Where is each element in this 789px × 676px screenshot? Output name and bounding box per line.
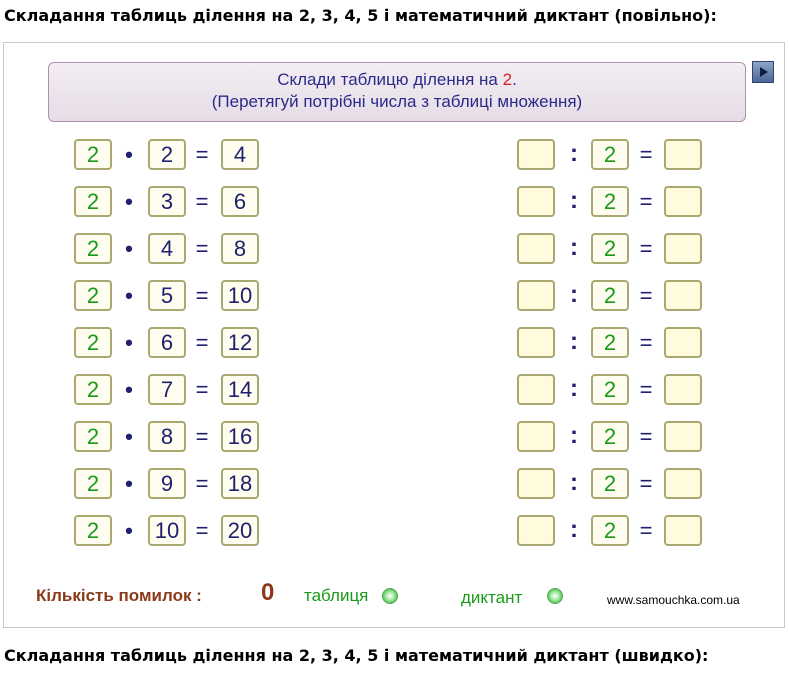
multiply-sign: • bbox=[125, 142, 133, 167]
equals-sign: = bbox=[195, 518, 209, 543]
divisor-box: 2 bbox=[591, 515, 629, 546]
equals-sign: = bbox=[195, 471, 209, 496]
divide-sign: : bbox=[570, 375, 578, 402]
instruction-prefix: Склади таблицю ділення на bbox=[277, 70, 503, 89]
multiply-sign: • bbox=[125, 377, 133, 402]
factor-box[interactable]: 2 bbox=[74, 327, 112, 358]
multiply-sign: • bbox=[125, 236, 133, 261]
equals-sign: = bbox=[195, 283, 209, 308]
product-box[interactable]: 10 bbox=[221, 280, 259, 311]
multiply-sign: • bbox=[125, 424, 133, 449]
divisor-box: 2 bbox=[591, 280, 629, 311]
factor-box[interactable]: 2 bbox=[74, 139, 112, 170]
quotient-drop-box[interactable] bbox=[664, 139, 702, 170]
factor-box[interactable]: 2 bbox=[74, 468, 112, 499]
divisor-box: 2 bbox=[591, 139, 629, 170]
dividend-drop-box[interactable] bbox=[517, 421, 555, 452]
equals-sign: = bbox=[639, 471, 653, 496]
divisor-box: 2 bbox=[591, 468, 629, 499]
equals-sign: = bbox=[639, 330, 653, 355]
equals-sign: = bbox=[639, 236, 653, 261]
exercise-panel bbox=[3, 42, 785, 628]
dividend-drop-box[interactable] bbox=[517, 280, 555, 311]
product-box[interactable]: 14 bbox=[221, 374, 259, 405]
errors-count: 0 bbox=[261, 579, 275, 606]
mode-dictation-label[interactable]: диктант bbox=[461, 588, 523, 607]
factor-box[interactable]: 6 bbox=[148, 327, 186, 358]
divisor-box: 2 bbox=[591, 233, 629, 264]
divisor-box: 2 bbox=[591, 327, 629, 358]
mode-table-label[interactable]: таблиця bbox=[304, 586, 369, 605]
product-box[interactable]: 16 bbox=[221, 421, 259, 452]
instruction-line-2: (Перетягуй потрібні числа з таблиці множення) bbox=[211, 92, 583, 111]
quotient-drop-box[interactable] bbox=[664, 374, 702, 405]
dividend-drop-box[interactable] bbox=[517, 374, 555, 405]
factor-box[interactable]: 10 bbox=[148, 515, 186, 546]
equals-sign: = bbox=[195, 142, 209, 167]
quotient-drop-box[interactable] bbox=[664, 186, 702, 217]
product-box[interactable]: 4 bbox=[221, 139, 259, 170]
divide-sign: : bbox=[570, 328, 578, 355]
divide-sign: : bbox=[570, 516, 578, 543]
divide-sign: : bbox=[570, 234, 578, 261]
quotient-drop-box[interactable] bbox=[664, 327, 702, 358]
play-icon[interactable] bbox=[752, 61, 774, 83]
instruction-banner bbox=[48, 62, 746, 122]
factor-box[interactable]: 4 bbox=[148, 233, 186, 264]
product-box[interactable]: 18 bbox=[221, 468, 259, 499]
divide-sign: : bbox=[570, 140, 578, 167]
instruction-line-1 bbox=[49, 69, 745, 91]
factor-box[interactable]: 8 bbox=[148, 421, 186, 452]
quotient-drop-box[interactable] bbox=[664, 421, 702, 452]
instruction-number: 2 bbox=[502, 70, 513, 89]
factor-box[interactable]: 2 bbox=[74, 374, 112, 405]
factor-box[interactable]: 7 bbox=[148, 374, 186, 405]
dividend-drop-box[interactable] bbox=[517, 327, 555, 358]
divide-sign: : bbox=[570, 469, 578, 496]
errors-label: Кількість помилок : bbox=[36, 586, 202, 605]
factor-box[interactable]: 2 bbox=[74, 515, 112, 546]
multiply-sign: • bbox=[125, 283, 133, 308]
divide-sign: : bbox=[570, 422, 578, 449]
divisor-box: 2 bbox=[591, 186, 629, 217]
dividend-drop-box[interactable] bbox=[517, 233, 555, 264]
quotient-drop-box[interactable] bbox=[664, 468, 702, 499]
product-box[interactable]: 6 bbox=[221, 186, 259, 217]
factor-box[interactable]: 5 bbox=[148, 280, 186, 311]
equals-sign: = bbox=[195, 330, 209, 355]
equals-sign: = bbox=[639, 142, 653, 167]
equals-sign: = bbox=[639, 518, 653, 543]
multiply-sign: • bbox=[125, 330, 133, 355]
product-box[interactable]: 12 bbox=[221, 327, 259, 358]
quotient-drop-box[interactable] bbox=[664, 515, 702, 546]
quotient-drop-box[interactable] bbox=[664, 233, 702, 264]
factor-box[interactable]: 3 bbox=[148, 186, 186, 217]
equals-sign: = bbox=[639, 189, 653, 214]
factor-box[interactable]: 2 bbox=[74, 233, 112, 264]
quotient-drop-box[interactable] bbox=[664, 280, 702, 311]
divisor-box: 2 bbox=[591, 374, 629, 405]
product-box[interactable]: 8 bbox=[221, 233, 259, 264]
divisor-box: 2 bbox=[591, 421, 629, 452]
divide-sign: : bbox=[570, 281, 578, 308]
page-heading-fast: Складання таблиць ділення на 2, 3, 4, 5 і математичний диктант (швидко): bbox=[4, 646, 709, 665]
equals-sign: = bbox=[195, 189, 209, 214]
factor-box[interactable]: 2 bbox=[74, 421, 112, 452]
mode-dictation-radio-icon[interactable] bbox=[547, 588, 563, 604]
factor-box[interactable]: 2 bbox=[74, 186, 112, 217]
page-heading-slow: Складання таблиць ділення на 2, 3, 4, 5 і математичний диктант (повільно): bbox=[4, 6, 717, 25]
equals-sign: = bbox=[639, 424, 653, 449]
factor-box[interactable]: 9 bbox=[148, 468, 186, 499]
dividend-drop-box[interactable] bbox=[517, 139, 555, 170]
factor-box[interactable]: 2 bbox=[148, 139, 186, 170]
dividend-drop-box[interactable] bbox=[517, 468, 555, 499]
site-url: www.samouchka.com.ua bbox=[607, 593, 740, 607]
dividend-drop-box[interactable] bbox=[517, 186, 555, 217]
equals-sign: = bbox=[195, 424, 209, 449]
divide-sign: : bbox=[570, 187, 578, 214]
dividend-drop-box[interactable] bbox=[517, 515, 555, 546]
multiply-sign: • bbox=[125, 189, 133, 214]
equals-sign: = bbox=[639, 283, 653, 308]
product-box[interactable]: 20 bbox=[221, 515, 259, 546]
equals-sign: = bbox=[195, 236, 209, 261]
factor-box[interactable]: 2 bbox=[74, 280, 112, 311]
equals-sign: = bbox=[639, 377, 653, 402]
multiply-sign: • bbox=[125, 471, 133, 496]
mode-table-radio-icon[interactable] bbox=[382, 588, 398, 604]
equals-sign: = bbox=[195, 377, 209, 402]
instruction-suffix: . bbox=[512, 70, 517, 89]
multiply-sign: • bbox=[125, 518, 133, 543]
